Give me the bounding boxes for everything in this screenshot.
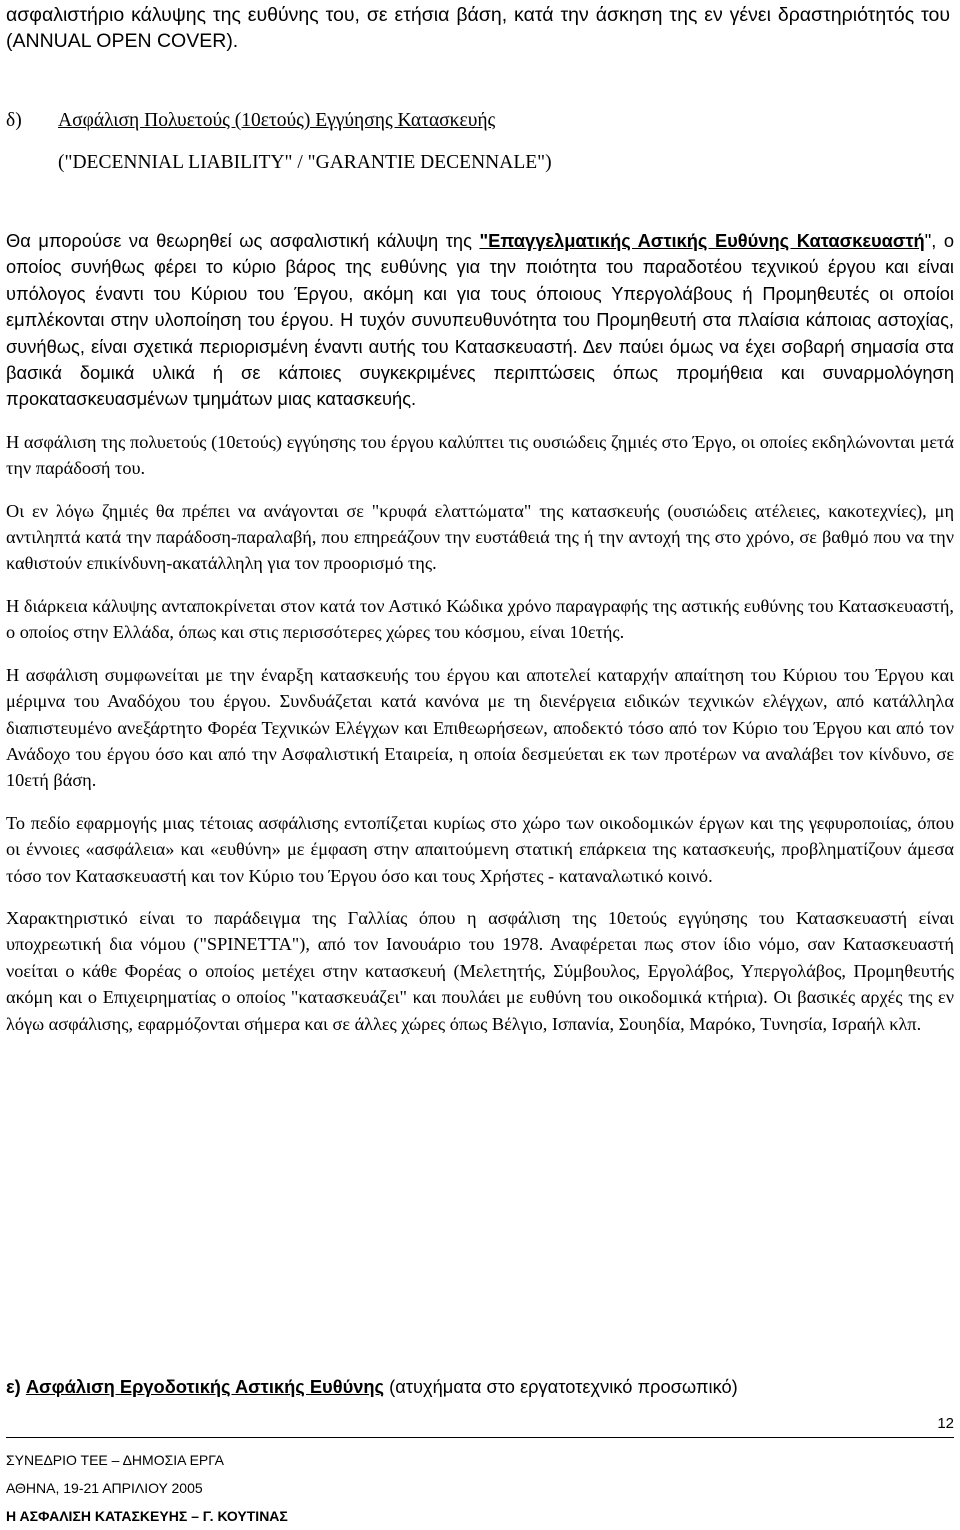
paragraph-1-rest: ", ο οποίος συνήθως φέρει το κύριο βάρος της ευθύνης για την ποιότητα του παραδοτέου τεχνικού έργου και είναι υπόλογος έναντι του Κύριου του Έργου, ακόμη και για τους όποιους Υπεργολάβους ή Προμηθευτές οι οποίοι εμπλέκονται στην υλοποίηση του έργου. Η τυχόν συνυπευθυνότητα του Προμηθευτή στα πλαίσια κάποιας αστοχίας, συνήθως, είναι σχετικά περιορισμένη έναντι αυτής του Κατασκευαστή. Δεν παύει όμως να έχει σοβαρή σημασία στα βασικά δομικά υλικά ή σε κάποιες συγκεκριμένες περιπτώσεις όπως προμήθεια και συναρμολόγηση προκατασκευασμένων τμημάτων μιας κατασκευής. (6, 230, 954, 410)
paragraph-7: Χαρακτηριστικό είναι το παράδειγμα της Γαλλίας όπου η ασφάλιση της 10ετούς εγγύησης του Κατασκευαστή είναι υποχρεωτική δια νόμου ("SPINETTA"), από τον Ιανουάριο του 1978. Αναφέρεται πως στον ίδιο νόμο, σαν Κατασκευαστή νοείται ο κάθε Φορέας ο οποίος μετέχει στην κατασκευή (Μελετητής, Σύμβουλος, Εργολάβος, Υπεργολάβος, Προμηθευτής ακόμη και ο Επιχειρηματίας ο οποίος "κατασκευάζει" και πουλάει με ευθύνη του οικοδομικά κτήρια). Οι βασικές αρχές της εν λόγω ασφάλισης, εφαρμόζονται σήμερα και σε άλλες χώρες όπως Βέλγιο, Ισπανία, Σουηδία, Μαρόκο, Τυνησία, Ισραήλ κλπ. (6, 907, 954, 1034)
footer-conference: ΣΥΝΕΔΡΙΟ ΤΕΕ – ΔΗΜΟΣΙΑ ΕΡΓΑ (6, 1452, 225, 1468)
paragraph-1-start: Θα μπορούσε να θεωρηθεί ως ασφαλιστική κάλυψη της (6, 230, 480, 251)
footer (6, 1446, 288, 1530)
footer-divider (6, 1437, 954, 1438)
paragraph-1-bold-term: "Επαγγελματικής Αστικής Ευθύνης Κατασκευαστή (479, 230, 925, 251)
section-d-subtitle: ("DECENNIAL LIABILITY" / "GARANTIE DECENNALE") (58, 152, 552, 173)
section-d-title: Ασφάλιση Πολυετούς (10ετούς) Εγγύησης Κατασκευής (58, 110, 496, 131)
footer-author: Η ΑΣΦΑΛΙΣΗ ΚΑΤΑΣΚΕΥΗΣ – Γ. ΚΟΥΤΙΝΑΣ (6, 1508, 288, 1524)
paragraph-4: Η διάρκεια κάλυψης ανταποκρίνεται στον κατά τον Αστικό Κώδικα χρόνο παραγραφής της αστικής ευθύνης του Κατασκευαστή, ο οποίος στην Ελλάδα, όπως και στις περισσότερες χώρες του κόσμου, είναι 10ετής. (6, 595, 954, 643)
section-e-note: (ατυχήματα στο εργατοτεχνικό προσωπικό) (384, 1376, 738, 1397)
section-d-body (6, 228, 954, 1053)
paragraph-1 (6, 228, 954, 413)
paragraph-2: Η ασφάλιση της πολυετούς (10ετούς) εγγύησης του έργου καλύπτει τις ουσιώδεις ζημιές στο Έργο, οι οποίες εκδηλώνονται μετά την παράδοσή του. (6, 431, 954, 479)
section-d-heading (6, 108, 495, 134)
page-number: 12 (937, 1415, 954, 1432)
intro-paragraph: ασφαλιστήριο κάλυψης της ευθύνης του, σε ετήσια βάση, κατά την άσκηση της εν γένει δραστηριότητός του (ANNUAL OPEN COVER). (6, 4, 950, 52)
section-e-label: ε) (6, 1376, 21, 1397)
section-d-label: δ) (6, 110, 22, 131)
paragraph-6: Το πεδίο εφαρμογής μιας τέτοιας ασφάλισης εντοπίζεται κυρίως στο χώρο των οικοδομικών έργων και της γεφυροποιίας, όπου οι έννοιες «ασφάλεια» και «ευθύνη» με έμφαση στην απαιτούμενη στατική επάρκεια της κατασκευής, προβληματίζουν άμεσα τόσο τον Κατασκευαστή και τον Κύριο του Έργου όσο και τους Χρήστες - καταναλωτικό κοινό. (6, 812, 954, 886)
section-e-heading (6, 1374, 738, 1400)
paragraph-5: Η ασφάλιση συμφωνείται με την έναρξη κατασκευής του έργου και αποτελεί καταρχήν απαίτηση του Κύριου του Έργου και μέριμνα του Αναδόχου του έργου. Συνδυάζεται κατά κανόνα με τη διενέργεια ειδικών τεχνικών ελέγχων, από κατάλληλα διαπιστευμένο ανεξάρτητο Φορέα Τεχνικών Ελέγχων και Επιθεωρήσεων, αποδεκτό τόσο από τον Κύριο του Έργου και από τον Ανάδοχο του έργου όσο και από την Ασφαλιστική Εταιρεία, η οποία δεσμεύεται εκ των προτέρων να αναλάβει τον κίνδυνο, σε 10ετή βάση. (6, 664, 954, 791)
paragraph-3: Οι εν λόγω ζημιές θα πρέπει να ανάγονται σε "κρυφά ελαττώματα" της κατασκευής (ουσιώδεις ατέλειες, κακοτεχνίες), μη αντιληπτά κατά την παράδοση-παραλαβή, που επηρεάζουν την ευστάθειά της ή την αντοχή της στο χρόνο, σε βαθμό που να την καθιστούν επικίνδυνη-ακατάλληλη για τον προορισμό της. (6, 500, 954, 574)
section-e-title: Ασφάλιση Εργοδοτικής Αστικής Ευθύνης (25, 1376, 385, 1397)
footer-date: ΑΘΗΝΑ, 19-21 ΑΠΡΙΛΙΟΥ 2005 (6, 1480, 203, 1496)
